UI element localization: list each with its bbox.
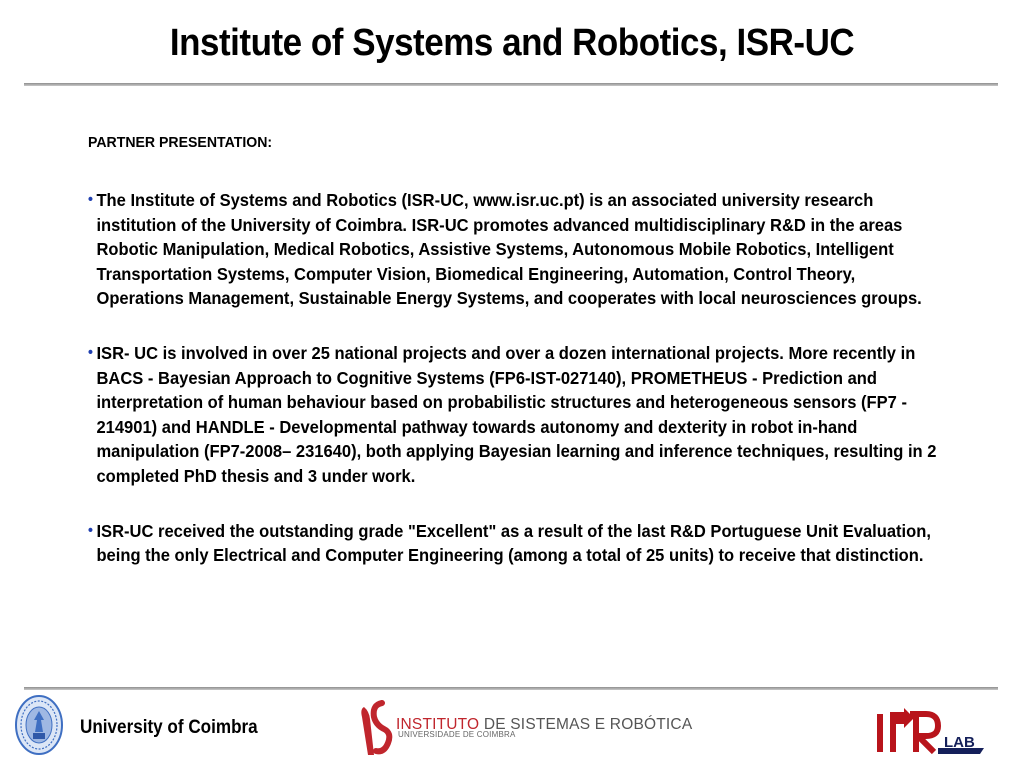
paragraph-text: The Institute of Systems and Robotics (ISR-UC, www.isr.uc.pt) is an associated university research institution of the University of Coimbra. ISR-UC promotes advanced multidisciplinary R&D in the areas Robotic Manipulation, Medical Robotics, Assistive Systems, Autonomous Mobile Robotics, Intelligent Transportation Systems, Computer Vision, Biomedical Engineering, Automation, Control Theory, Operations Management, Sustainable Energy Systems, and cooperates with local neurosciences groups. xyxy=(96,190,922,309)
section-label: PARTNER PRESENTATION: xyxy=(88,134,273,151)
bullet-icon: • xyxy=(88,521,93,539)
bullet-paragraph-3 xyxy=(88,519,942,568)
bullet-paragraph-2 xyxy=(88,341,942,489)
bullet-icon: • xyxy=(88,343,93,361)
isr-name-highlight: INSTITUTO xyxy=(396,716,480,733)
bullet-paragraph-1 xyxy=(88,188,942,311)
slide-title: Institute of Systems and Robotics, ISR-UC xyxy=(169,22,855,64)
isr-name-rest: DE SISTEMAS E ROBÓTICA xyxy=(479,716,693,733)
content-body xyxy=(88,188,944,568)
title-divider xyxy=(24,83,998,86)
paragraph-text: ISR- UC is involved in over 25 national projects and over a dozen international projects. More recently in BACS - Bayesian Approach to Cognitive Systems (FP6-IST-027140), PROMETHEUS - Prediction and interpretation of human behaviour based on probabilistic structures and heterogeneous sensors (FP7 - 214901) and HANDLE - Developmental pathway towards autonomy and dexterity in robot in-hand manipulation (FP7-2008– 231640), both applying Bayesian learning and inference techniques, resulting in 2 completed PhD thesis and 3 under work. xyxy=(96,342,937,486)
university-name: University of Coimbra xyxy=(80,717,258,738)
paragraph-text: ISR-UC received the outstanding grade "Excellent" as a result of the last R&D Portuguese Unit Evaluation, being the only Electrical and Computer Engineering (among a total of 25 units) to receive that distinction. xyxy=(96,520,931,566)
irlab-logo xyxy=(874,704,988,756)
footer-divider xyxy=(24,687,998,690)
university-seal-icon xyxy=(14,694,64,756)
bullet-icon: • xyxy=(88,191,93,208)
isr-subtitle: UNIVERSIDADE DE COIMBRA xyxy=(398,730,516,739)
irlab-suffix: LAB xyxy=(944,734,975,751)
